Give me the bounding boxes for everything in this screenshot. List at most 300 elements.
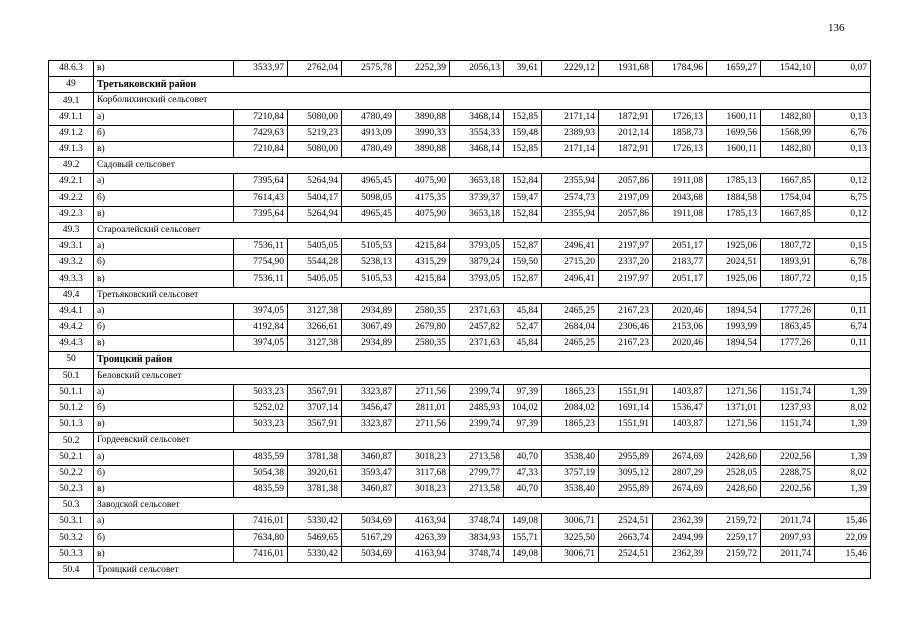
value-cell: 2362,39	[653, 546, 707, 562]
value-cell: 159,48	[504, 125, 542, 141]
row-subitem: а)	[94, 514, 234, 530]
row-subitem: а)	[94, 174, 234, 190]
value-cell: 1699,56	[707, 125, 761, 141]
row-code: 50.3	[49, 498, 94, 514]
value-cell: 3468,14	[450, 141, 504, 157]
value-cell: 1667,85	[761, 174, 815, 190]
row-code: 50.1.1	[49, 384, 94, 400]
value-cell: 3468,14	[450, 109, 504, 125]
value-cell: 4215,84	[396, 239, 450, 255]
value-cell: 1,39	[815, 449, 871, 465]
value-cell: 5167,29	[342, 530, 396, 546]
value-cell: 1,39	[815, 481, 871, 497]
value-cell: 5469,65	[288, 530, 342, 546]
value-cell: 1931,68	[599, 61, 653, 77]
district-title: Троицкий район	[94, 352, 871, 368]
value-cell: 45,84	[504, 336, 542, 352]
value-cell: 5264,94	[288, 206, 342, 222]
value-cell: 2252,39	[396, 61, 450, 77]
value-cell: 1894,54	[707, 303, 761, 319]
value-cell: 8,02	[815, 465, 871, 481]
row-code: 49.1	[49, 93, 94, 109]
value-cell: 2337,20	[599, 255, 653, 271]
value-cell: 104,02	[504, 400, 542, 416]
value-cell: 2684,04	[542, 320, 599, 336]
value-cell: 2955,89	[599, 481, 653, 497]
value-cell: 2355,94	[542, 206, 599, 222]
value-cell: 0,12	[815, 174, 871, 190]
value-cell: 1872,91	[599, 109, 653, 125]
value-cell: 4263,39	[396, 530, 450, 546]
value-cell: 1403,87	[653, 417, 707, 433]
value-cell: 2167,23	[599, 303, 653, 319]
value-cell: 1,39	[815, 417, 871, 433]
value-cell: 3653,18	[450, 206, 504, 222]
value-cell: 0,11	[815, 303, 871, 319]
value-cell: 2371,63	[450, 336, 504, 352]
value-cell: 2428,60	[707, 481, 761, 497]
value-cell: 7634,80	[234, 530, 288, 546]
row-subitem: в)	[94, 206, 234, 222]
value-cell: 7536,11	[234, 239, 288, 255]
value-cell: 1925,06	[707, 239, 761, 255]
row-code: 49.3.3	[49, 271, 94, 287]
value-cell: 2051,17	[653, 239, 707, 255]
row-code: 49.3.1	[49, 239, 94, 255]
settlement-title: Староалейский сельсовет	[94, 222, 871, 238]
value-cell: 5238,13	[342, 255, 396, 271]
value-cell: 1542,10	[761, 61, 815, 77]
value-cell: 2057,86	[599, 174, 653, 190]
row-code: 49.1.1	[49, 109, 94, 125]
value-cell: 2153,06	[653, 320, 707, 336]
value-cell: 3757,19	[542, 465, 599, 481]
value-cell: 5080,00	[288, 141, 342, 157]
value-cell: 2229,12	[542, 61, 599, 77]
value-cell: 22,09	[815, 530, 871, 546]
value-cell: 2799,77	[450, 465, 504, 481]
value-cell: 0,15	[815, 271, 871, 287]
value-cell: 2259,17	[707, 530, 761, 546]
value-cell: 1894,54	[707, 336, 761, 352]
value-cell: 2197,97	[599, 239, 653, 255]
value-cell: 2355,94	[542, 174, 599, 190]
value-cell: 2171,14	[542, 109, 599, 125]
value-cell: 2496,41	[542, 271, 599, 287]
table-row	[49, 336, 871, 352]
value-cell: 3879,24	[450, 255, 504, 271]
value-cell: 149,08	[504, 514, 542, 530]
row-subitem: в)	[94, 61, 234, 77]
row-code: 48.6.3	[49, 61, 94, 77]
table-row	[49, 239, 871, 255]
value-cell: 1911,08	[653, 206, 707, 222]
row-subitem: в)	[94, 271, 234, 287]
tariff-table	[48, 60, 871, 579]
row-code: 50.2.2	[49, 465, 94, 481]
settlement-title: Гордеевский сельсовет	[94, 433, 871, 449]
row-subitem: б)	[94, 255, 234, 271]
value-cell: 2167,23	[599, 336, 653, 352]
table-row	[49, 449, 871, 465]
value-cell: 2306,46	[599, 320, 653, 336]
value-cell: 4163,94	[396, 546, 450, 562]
value-cell: 3974,05	[234, 336, 288, 352]
value-cell: 15,46	[815, 514, 871, 530]
value-cell: 149,08	[504, 546, 542, 562]
settlement-title: Садовый сельсовет	[94, 158, 871, 174]
value-cell: 97,39	[504, 417, 542, 433]
value-cell: 5330,42	[288, 546, 342, 562]
value-cell: 2528,05	[707, 465, 761, 481]
row-code: 49.2	[49, 158, 94, 174]
row-subitem: а)	[94, 384, 234, 400]
value-cell: 4835,59	[234, 449, 288, 465]
table-row	[49, 384, 871, 400]
settlement-title: Заводской сельсовет	[94, 498, 871, 514]
value-cell: 2524,51	[599, 546, 653, 562]
value-cell: 1151,74	[761, 384, 815, 400]
value-cell: 1993,99	[707, 320, 761, 336]
value-cell: 4965,45	[342, 174, 396, 190]
value-cell: 3739,37	[450, 190, 504, 206]
value-cell: 1403,87	[653, 384, 707, 400]
value-cell: 3095,12	[599, 465, 653, 481]
value-cell: 152,85	[504, 141, 542, 157]
value-cell: 2288,75	[761, 465, 815, 481]
value-cell: 3533,97	[234, 61, 288, 77]
table-row	[49, 190, 871, 206]
value-cell: 3018,23	[396, 481, 450, 497]
table-row	[49, 271, 871, 287]
value-cell: 2362,39	[653, 514, 707, 530]
settlement-title: Беловский сельсовет	[94, 368, 871, 384]
value-cell: 5034,69	[342, 546, 396, 562]
table-row	[49, 109, 871, 125]
value-cell: 2955,89	[599, 449, 653, 465]
row-code: 50.2.1	[49, 449, 94, 465]
value-cell: 5105,53	[342, 271, 396, 287]
value-cell: 1568,99	[761, 125, 815, 141]
value-cell: 1925,06	[707, 271, 761, 287]
district-title: Третьяковский район	[94, 77, 871, 93]
value-cell: 2389,93	[542, 125, 599, 141]
value-cell: 1858,73	[653, 125, 707, 141]
value-cell: 7395,64	[234, 206, 288, 222]
value-cell: 47,33	[504, 465, 542, 481]
value-cell: 2197,09	[599, 190, 653, 206]
value-cell: 3834,93	[450, 530, 504, 546]
value-cell: 1482,80	[761, 141, 815, 157]
value-cell: 2171,14	[542, 141, 599, 157]
value-cell: 1872,91	[599, 141, 653, 157]
value-cell: 2811,01	[396, 400, 450, 416]
value-cell: 1911,08	[653, 174, 707, 190]
value-cell: 1237,93	[761, 400, 815, 416]
value-cell: 4075,90	[396, 206, 450, 222]
row-subitem: в)	[94, 417, 234, 433]
value-cell: 1863,45	[761, 320, 815, 336]
value-cell: 2057,86	[599, 206, 653, 222]
settlement-row	[49, 287, 871, 303]
table-row	[49, 61, 871, 77]
row-code: 49.4	[49, 287, 94, 303]
row-subitem: в)	[94, 481, 234, 497]
value-cell: 2097,93	[761, 530, 815, 546]
value-cell: 2575,78	[342, 61, 396, 77]
value-cell: 3127,38	[288, 303, 342, 319]
value-cell: 2197,97	[599, 271, 653, 287]
value-cell: 3748,74	[450, 546, 504, 562]
table-row	[49, 174, 871, 190]
value-cell: 5544,28	[288, 255, 342, 271]
table-body	[49, 61, 871, 579]
value-cell: 152,85	[504, 109, 542, 125]
value-cell: 6,76	[815, 125, 871, 141]
value-cell: 5219,23	[288, 125, 342, 141]
value-cell: 6,78	[815, 255, 871, 271]
value-cell: 1551,91	[599, 417, 653, 433]
settlement-row	[49, 433, 871, 449]
row-subitem: в)	[94, 336, 234, 352]
value-cell: 1777,26	[761, 303, 815, 319]
value-cell: 5033,23	[234, 384, 288, 400]
value-cell: 0,13	[815, 109, 871, 125]
row-subitem: б)	[94, 400, 234, 416]
value-cell: 1151,74	[761, 417, 815, 433]
value-cell: 7536,11	[234, 271, 288, 287]
value-cell: 4965,45	[342, 206, 396, 222]
value-cell: 4175,35	[396, 190, 450, 206]
row-code: 49.2.1	[49, 174, 94, 190]
value-cell: 2580,35	[396, 336, 450, 352]
value-cell: 2051,17	[653, 271, 707, 287]
value-cell: 2024,51	[707, 255, 761, 271]
value-cell: 7416,01	[234, 514, 288, 530]
table-row	[49, 417, 871, 433]
value-cell: 2574,73	[542, 190, 599, 206]
value-cell: 97,39	[504, 384, 542, 400]
row-code: 49.4.1	[49, 303, 94, 319]
table-row	[49, 514, 871, 530]
value-cell: 3990,33	[396, 125, 450, 141]
value-cell: 39,61	[504, 61, 542, 77]
value-cell: 7429,63	[234, 125, 288, 141]
value-cell: 52,47	[504, 320, 542, 336]
value-cell: 1667,85	[761, 206, 815, 222]
value-cell: 2496,41	[542, 239, 599, 255]
value-cell: 2159,72	[707, 546, 761, 562]
value-cell: 4835,59	[234, 481, 288, 497]
value-cell: 2399,74	[450, 384, 504, 400]
settlement-title: Третьяковский сельсовет	[94, 287, 871, 303]
value-cell: 2674,69	[653, 449, 707, 465]
row-code: 49.1.3	[49, 141, 94, 157]
row-subitem: б)	[94, 125, 234, 141]
row-code: 50.4	[49, 562, 94, 578]
row-code: 49.4.3	[49, 336, 94, 352]
row-subitem: в)	[94, 546, 234, 562]
table-row	[49, 400, 871, 416]
value-cell: 3890,88	[396, 141, 450, 157]
value-cell: 1726,13	[653, 141, 707, 157]
value-cell: 5080,00	[288, 109, 342, 125]
value-cell: 5264,94	[288, 174, 342, 190]
value-cell: 2043,68	[653, 190, 707, 206]
value-cell: 3006,71	[542, 514, 599, 530]
value-cell: 15,46	[815, 546, 871, 562]
value-cell: 2663,74	[599, 530, 653, 546]
value-cell: 4913,09	[342, 125, 396, 141]
table-row	[49, 546, 871, 562]
row-code: 50.1.2	[49, 400, 94, 416]
table-row	[49, 141, 871, 157]
value-cell: 2399,74	[450, 417, 504, 433]
value-cell: 1785,13	[707, 174, 761, 190]
value-cell: 3538,40	[542, 449, 599, 465]
row-code: 49.2.2	[49, 190, 94, 206]
row-code: 49	[49, 77, 94, 93]
value-cell: 7210,84	[234, 109, 288, 125]
value-cell: 7416,01	[234, 546, 288, 562]
value-cell: 3117,68	[396, 465, 450, 481]
value-cell: 2713,58	[450, 481, 504, 497]
settlement-row	[49, 368, 871, 384]
settlement-title: Корболихинский сельсовет	[94, 93, 871, 109]
row-code: 50.3.1	[49, 514, 94, 530]
value-cell: 5054,38	[234, 465, 288, 481]
value-cell: 3460,87	[342, 481, 396, 497]
row-code: 50.1.3	[49, 417, 94, 433]
value-cell: 2524,51	[599, 514, 653, 530]
value-cell: 159,47	[504, 190, 542, 206]
value-cell: 5033,23	[234, 417, 288, 433]
row-code: 50.2.3	[49, 481, 94, 497]
district-row	[49, 352, 871, 368]
value-cell: 2711,56	[396, 384, 450, 400]
row-subitem: б)	[94, 320, 234, 336]
value-cell: 2202,56	[761, 449, 815, 465]
row-code: 49.2.3	[49, 206, 94, 222]
settlement-row	[49, 562, 871, 578]
value-cell: 1600,11	[707, 109, 761, 125]
table-row	[49, 530, 871, 546]
value-cell: 1777,26	[761, 336, 815, 352]
value-cell: 155,71	[504, 530, 542, 546]
value-cell: 3323,87	[342, 417, 396, 433]
value-cell: 5405,05	[288, 271, 342, 287]
value-cell: 2012,14	[599, 125, 653, 141]
value-cell: 0,11	[815, 336, 871, 352]
value-cell: 1785,13	[707, 206, 761, 222]
value-cell: 4315,29	[396, 255, 450, 271]
value-cell: 45,84	[504, 303, 542, 319]
value-cell: 2457,82	[450, 320, 504, 336]
page-number: 136	[828, 22, 845, 34]
value-cell: 7614,43	[234, 190, 288, 206]
value-cell: 7395,64	[234, 174, 288, 190]
value-cell: 5252,02	[234, 400, 288, 416]
value-cell: 3974,05	[234, 303, 288, 319]
value-cell: 3127,38	[288, 336, 342, 352]
value-cell: 1865,23	[542, 417, 599, 433]
value-cell: 5330,42	[288, 514, 342, 530]
table-row	[49, 125, 871, 141]
value-cell: 2494,99	[653, 530, 707, 546]
table-row	[49, 206, 871, 222]
value-cell: 2011,74	[761, 546, 815, 562]
value-cell: 2485,93	[450, 400, 504, 416]
value-cell: 152,87	[504, 239, 542, 255]
row-code: 50.1	[49, 368, 94, 384]
value-cell: 4075,90	[396, 174, 450, 190]
value-cell: 2202,56	[761, 481, 815, 497]
value-cell: 2084,02	[542, 400, 599, 416]
value-cell: 1371,01	[707, 400, 761, 416]
value-cell: 3920,61	[288, 465, 342, 481]
row-code: 50.3.3	[49, 546, 94, 562]
row-subitem: в)	[94, 141, 234, 157]
value-cell: 1865,23	[542, 384, 599, 400]
value-cell: 3781,38	[288, 481, 342, 497]
row-subitem: б)	[94, 530, 234, 546]
value-cell: 2711,56	[396, 417, 450, 433]
value-cell: 152,87	[504, 271, 542, 287]
value-cell: 4780,49	[342, 141, 396, 157]
value-cell: 159,50	[504, 255, 542, 271]
value-cell: 3567,91	[288, 384, 342, 400]
value-cell: 2011,74	[761, 514, 815, 530]
value-cell: 2807,29	[653, 465, 707, 481]
value-cell: 2159,72	[707, 514, 761, 530]
row-subitem: а)	[94, 303, 234, 319]
value-cell: 2580,35	[396, 303, 450, 319]
row-subitem: б)	[94, 190, 234, 206]
value-cell: 1807,72	[761, 239, 815, 255]
settlement-title: Троицкий сельсовет	[94, 562, 871, 578]
value-cell: 5405,05	[288, 239, 342, 255]
value-cell: 0,15	[815, 239, 871, 255]
value-cell: 1807,72	[761, 271, 815, 287]
value-cell: 40,70	[504, 481, 542, 497]
value-cell: 7754,90	[234, 255, 288, 271]
row-subitem: б)	[94, 465, 234, 481]
value-cell: 1271,56	[707, 417, 761, 433]
value-cell: 0,07	[815, 61, 871, 77]
value-cell: 2371,63	[450, 303, 504, 319]
value-cell: 2056,13	[450, 61, 504, 77]
value-cell: 2679,80	[396, 320, 450, 336]
value-cell: 3793,05	[450, 271, 504, 287]
value-cell: 4192,84	[234, 320, 288, 336]
table-row	[49, 481, 871, 497]
value-cell: 2762,04	[288, 61, 342, 77]
row-code: 50.2	[49, 433, 94, 449]
settlement-row	[49, 222, 871, 238]
table-row	[49, 320, 871, 336]
row-subitem: а)	[94, 239, 234, 255]
value-cell: 2715,20	[542, 255, 599, 271]
row-code: 50.3.2	[49, 530, 94, 546]
value-cell: 1754,04	[761, 190, 815, 206]
value-cell: 6,75	[815, 190, 871, 206]
value-cell: 2713,58	[450, 449, 504, 465]
row-subitem: а)	[94, 109, 234, 125]
value-cell: 3890,88	[396, 109, 450, 125]
value-cell: 2020,46	[653, 336, 707, 352]
value-cell: 5098,05	[342, 190, 396, 206]
row-code: 49.4.2	[49, 320, 94, 336]
